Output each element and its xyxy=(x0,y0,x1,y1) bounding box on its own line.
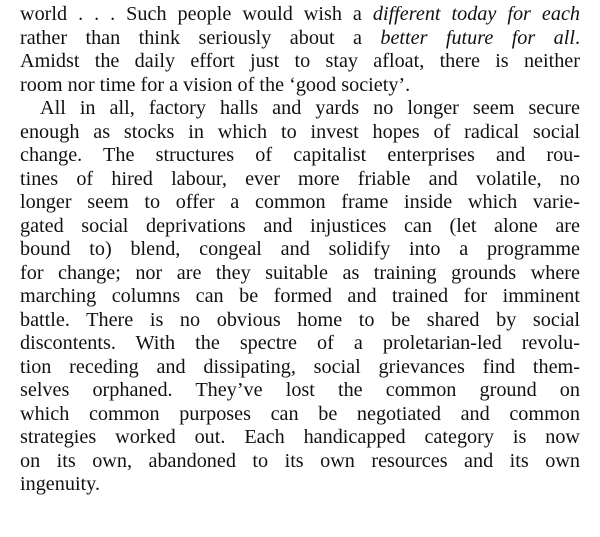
paragraph xyxy=(20,97,580,497)
text-segment-italic: better future for all xyxy=(380,26,575,49)
text-line xyxy=(20,238,580,262)
text-segment: battle. There is no obvious home to be shared by social xyxy=(20,308,580,331)
text-segment: strategies worked out. Each handicapped category is now xyxy=(20,426,580,448)
text-segment: gated social deprivations and injustices can (let alone are xyxy=(20,214,580,237)
text-line xyxy=(20,191,580,215)
text-line xyxy=(20,3,580,27)
text-segment: longer seem to offer a common frame inside which varie- xyxy=(20,191,580,213)
text-line xyxy=(20,332,580,356)
text-segment: on its own, abandoned to its own resources and its own xyxy=(20,449,580,472)
text-line xyxy=(20,215,580,239)
text-segment: tines of hired labour, ever more friable and volatile, no xyxy=(20,167,580,190)
text-line xyxy=(20,403,580,427)
text-segment: . xyxy=(574,26,580,49)
text-segment-italic: different today for each xyxy=(372,3,580,25)
text-segment: for change; nor are they suitable as training grounds where xyxy=(20,261,580,284)
text-segment: bound to) blend, congeal and solidify into a programme xyxy=(20,238,580,260)
text-line xyxy=(20,50,580,74)
text-line xyxy=(20,262,580,286)
text-line xyxy=(20,168,580,192)
text-segment: All in all, factory halls and yards no longer seem secure xyxy=(40,97,580,119)
text-line xyxy=(20,74,580,98)
text-line xyxy=(20,356,580,380)
text-line xyxy=(20,121,580,145)
text-segment: selves orphaned. They’ve lost the common ground on xyxy=(20,379,580,401)
text-line xyxy=(20,285,580,309)
text-segment: ingenuity. xyxy=(20,473,100,495)
document-page xyxy=(20,3,580,497)
text-segment: marching columns can be formed and trained for imminent xyxy=(20,285,580,307)
text-segment: rather than think seriously about a xyxy=(20,26,381,49)
text-line xyxy=(20,97,580,121)
text-segment: room nor time for a vision of the ‘good society’. xyxy=(20,73,411,96)
text-segment: change. The structures of capitalist enterprises and rou- xyxy=(20,144,580,166)
text-segment: discontents. With the spectre of a proletarian-led revolu- xyxy=(20,332,580,354)
text-segment: which common purposes can be negotiated and common xyxy=(20,402,580,425)
text-line xyxy=(20,379,580,403)
text-line xyxy=(20,473,580,497)
paragraph-continued xyxy=(20,3,580,97)
text-line xyxy=(20,144,580,168)
text-line xyxy=(20,450,580,474)
text-segment: Amidst the daily effort just to stay afloat, there is neither xyxy=(20,50,580,72)
text-line xyxy=(20,27,580,51)
text-line xyxy=(20,309,580,333)
text-segment: tion receding and dissipating, social grievances find them- xyxy=(20,355,580,378)
text-segment: world . . . Such people would wish a xyxy=(20,3,373,25)
text-segment: enough as stocks in which to invest hopes of radical social xyxy=(20,120,580,143)
text-line xyxy=(20,426,580,450)
